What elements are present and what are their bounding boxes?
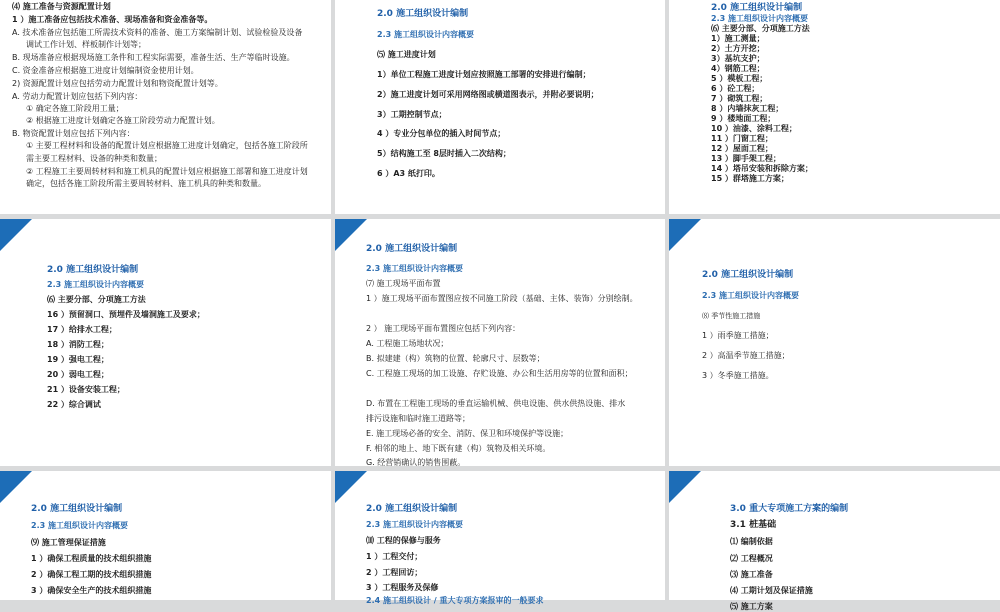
slide-1-heading: ⑷ 施工准备与资源配置计划	[12, 2, 111, 11]
slide-3	[669, 0, 1000, 214]
corner-triangle	[669, 471, 701, 503]
slide-6-line: ⑻ 季节性施工措施	[702, 312, 761, 320]
slide-9-line: ⑸ 施工方案	[730, 602, 773, 611]
slide-5-line: G. 经营销确认的销售围蔽。	[366, 458, 466, 467]
slide-9-line: ⑴ 编制依据	[730, 537, 773, 546]
slide-1-line: 确定，包括各施工阶段所需主要周转材料、施工机具的种类和数量。	[26, 179, 266, 188]
slide-2-title: 2.0 施工组织设计编制	[377, 9, 469, 19]
slide-9-line: ⑶ 施工准备	[730, 570, 773, 579]
slide-2-line: ⑸ 施工进度计划	[377, 50, 436, 59]
slide-9	[669, 471, 1000, 611]
slide-5-title: 2.0 施工组织设计编制	[366, 244, 458, 254]
slide-1-line: 1 ）施工准备应包括技术准备、现场准备和资金准备等。	[12, 15, 213, 24]
slide-4-line: 17 ）给排水工程；	[47, 325, 117, 334]
slide-4-subtitle: 2.3 施工组织设计内容概要	[47, 280, 144, 289]
slide-1-line: ② 根据施工进度计划确定各施工阶段劳动力配置计划。	[26, 116, 220, 125]
slide-8	[335, 471, 665, 605]
slide-5-line: 2 ） 施工现场平面布置图应包括下列内容：	[366, 324, 521, 333]
slide-4-line: 18 ）消防工程；	[47, 340, 109, 349]
corner-triangle	[669, 219, 701, 251]
slide-7-line: 3 ）确保安全生产的技术组织措施	[31, 586, 152, 595]
slide-5-line: F. 相邻的地上、地下既有建（构）筑物及相关环境。	[366, 444, 551, 453]
slide-2-line: 6 ）A3 纸打印。	[377, 169, 440, 178]
slide-4-line: ⑹ 主要分部、分项施工方法	[47, 295, 146, 304]
slide-9-subtitle: 3.1 桩基础	[730, 520, 777, 530]
slide-8-line: 3 ）工程服务及保修	[366, 583, 439, 592]
corner-triangle	[335, 471, 367, 503]
slide-9-line: ⑵ 工程概况	[730, 554, 773, 563]
slide-3-line: 14 ）塔吊安装和拆除方案；	[711, 164, 813, 173]
slide-7-line: 1 ）确保工程质量的技术组织措施	[31, 554, 152, 563]
slide-9-line: ⑷ 工期计划及保证措施	[730, 586, 813, 595]
slide-8-line: 2 ）工程回访；	[366, 568, 423, 577]
slide-8-subtitle: 2.3 施工组织设计内容概要	[366, 520, 463, 529]
slide-1-line: B. 现场准备应根据现场施工条件和工程实际需要，准备生活、生产等临时设施。	[12, 53, 295, 62]
slide-6-title: 2.0 施工组织设计编制	[702, 270, 794, 280]
slide-4-line: 22 ）综合调试	[47, 400, 101, 409]
slide-8-line: ⑽ 工程的保修与服务	[366, 536, 441, 545]
slide-5-line: 排污设施和临时施工道路等；	[366, 414, 470, 423]
slide-3-line: 6 ）砼工程；	[711, 84, 760, 93]
slide-3-line: 3）基坑支护；	[711, 54, 765, 63]
slide-2-subtitle: 2.3 施工组织设计内容概要	[377, 30, 474, 39]
slide-3-line: 1）施工测量；	[711, 34, 765, 43]
slide-3-line: 8 ）内墙抹灰工程；	[711, 104, 784, 113]
slide-1-line: B. 物资配置计划应包括下列内容：	[12, 129, 135, 138]
slide-8-title: 2.0 施工组织设计编制	[366, 504, 458, 514]
slide-2-line: 4 ）专业分包单位的插入时间节点；	[377, 129, 506, 138]
slide-6-line: 3 ）冬季施工措施。	[702, 371, 774, 380]
slide-5	[335, 219, 665, 466]
slide-6-line: 2 ）高温季节施工措施；	[702, 351, 790, 360]
slide-4-line: 20 ）弱电工程；	[47, 370, 109, 379]
slide-2-line: 3）工期控制节点；	[377, 110, 447, 119]
slide-2-line: 2）施工进度计划可采用网络图或横道图表示，并附必要说明；	[377, 90, 599, 99]
slide-1-line: 需主要工程材料、设备的种类和数量；	[26, 154, 162, 163]
slide-3-line: ⑹ 主要分部、分项施工方法	[711, 24, 810, 33]
slide-4-line: 16 ）预留洞口、预埋件及墙洞施工及要求；	[47, 310, 205, 319]
slide-7-line: ⑼ 施工管理保证措施	[31, 538, 106, 547]
slide-7-line: 2 ）确保工程工期的技术组织措施	[31, 570, 152, 579]
slide-3-title: 2.0 施工组织设计编制	[711, 3, 803, 13]
slide-6	[669, 219, 1000, 466]
slide-1-line: C. 资金准备应根据施工进度计划编制资金使用计划。	[12, 66, 199, 75]
slide-1-line: 调试工作计划、样板制作计划等；	[26, 40, 146, 49]
slide-3-line: 10 ）油漆、涂料工程；	[711, 124, 797, 133]
slide-7-subtitle: 2.3 施工组织设计内容概要	[31, 521, 128, 530]
slide-3-line: 4）钢筋工程；	[711, 64, 765, 73]
slide-3-line: 9 ）楼地面工程；	[711, 114, 776, 123]
slide-1-line: A. 劳动力配置计划应包括下列内容：	[12, 92, 143, 101]
slide-3-line: 7 ）砌筑工程；	[711, 94, 768, 103]
slide-4	[0, 219, 331, 466]
slide-2-line: 1）单位工程施工进度计划应按照施工部署的安排进行编制；	[377, 70, 591, 79]
slide-3-line: 5 ）模板工程；	[711, 74, 768, 83]
slide-5-line: ⑺ 施工现场平面布置	[366, 279, 441, 288]
slide-3-line: 2）土方开挖；	[711, 44, 765, 53]
slide-7-title: 2.0 施工组织设计编制	[31, 504, 123, 514]
slide-5-subtitle: 2.3 施工组织设计内容概要	[366, 264, 463, 273]
slide-5-line: 1 ）施工现场平面布置图应按不同施工阶段（基础、主体、装饰）分别绘制。	[366, 294, 638, 303]
corner-triangle	[335, 219, 367, 251]
corner-triangle	[0, 219, 32, 251]
slide-8-line: 1 ）工程交付；	[366, 552, 423, 561]
slide-1-line: ① 确定各施工阶段用工量；	[26, 104, 124, 113]
slide-3-line: 11 ）门窗工程；	[711, 134, 773, 143]
slide-3-line: 15 ）群塔施工方案；	[711, 174, 789, 183]
slide-1-line: 2) 资源配置计划应包括劳动力配置计划和物资配置计划等。	[12, 79, 223, 88]
slide-5-line: C. 工程施工现场的加工设施、存贮设施、办公和生活用房等的位置和面积；	[366, 369, 633, 378]
slide-2	[335, 0, 665, 214]
slide-2-line: 5）结构施工至 8层时插入二次结构；	[377, 149, 511, 158]
slide-3-subtitle: 2.3 施工组织设计内容概要	[711, 14, 808, 23]
slide-6-line: 1 ）雨季施工措施；	[702, 331, 774, 340]
slide-1	[0, 0, 331, 214]
slide-1-line: ① 主要工程材料和设备的配置计划应根据施工进度计划确定，包括各施工阶段所	[26, 141, 308, 150]
slide-4-line: 19 ）强电工程；	[47, 355, 109, 364]
slide-5-line: A. 工程施工场地状况；	[366, 339, 449, 348]
slide-8-section-heading: 2.4 施工组织设计 / 重大专项方案报审的一般要求	[366, 596, 544, 605]
slide-6-subtitle: 2.3 施工组织设计内容概要	[702, 291, 799, 300]
slide-3-line: 13 ）脚手架工程；	[711, 154, 781, 163]
slide-1-line: A. 技术准备应包括施工所需技术资料的准备、施工方案编制计划、试验检验及设备	[12, 28, 303, 37]
corner-triangle	[0, 471, 32, 503]
slide-5-line: B. 拟建建（构）筑物的位置、轮廓尺寸、层数等；	[366, 354, 545, 363]
slide-7	[0, 471, 331, 600]
slide-4-line: 21 ）设备安装工程；	[47, 385, 125, 394]
slide-1-line: ② 工程施工主要周转材料和施工机具的配置计划应根据施工部署和施工进度计划	[26, 167, 308, 176]
slide-5-line: D. 布置在工程施工现场的垂直运输机械、供电设施、供水供热设施、排水	[366, 399, 626, 408]
slide-3-line: 12 ）屋面工程；	[711, 144, 773, 153]
slide-9-title: 3.0 重大专项施工方案的编制	[730, 504, 849, 514]
slide-5-line: E. 施工现场必备的安全、消防、保卫和环境保护等设施；	[366, 429, 569, 438]
slide-4-title: 2.0 施工组织设计编制	[47, 265, 139, 275]
